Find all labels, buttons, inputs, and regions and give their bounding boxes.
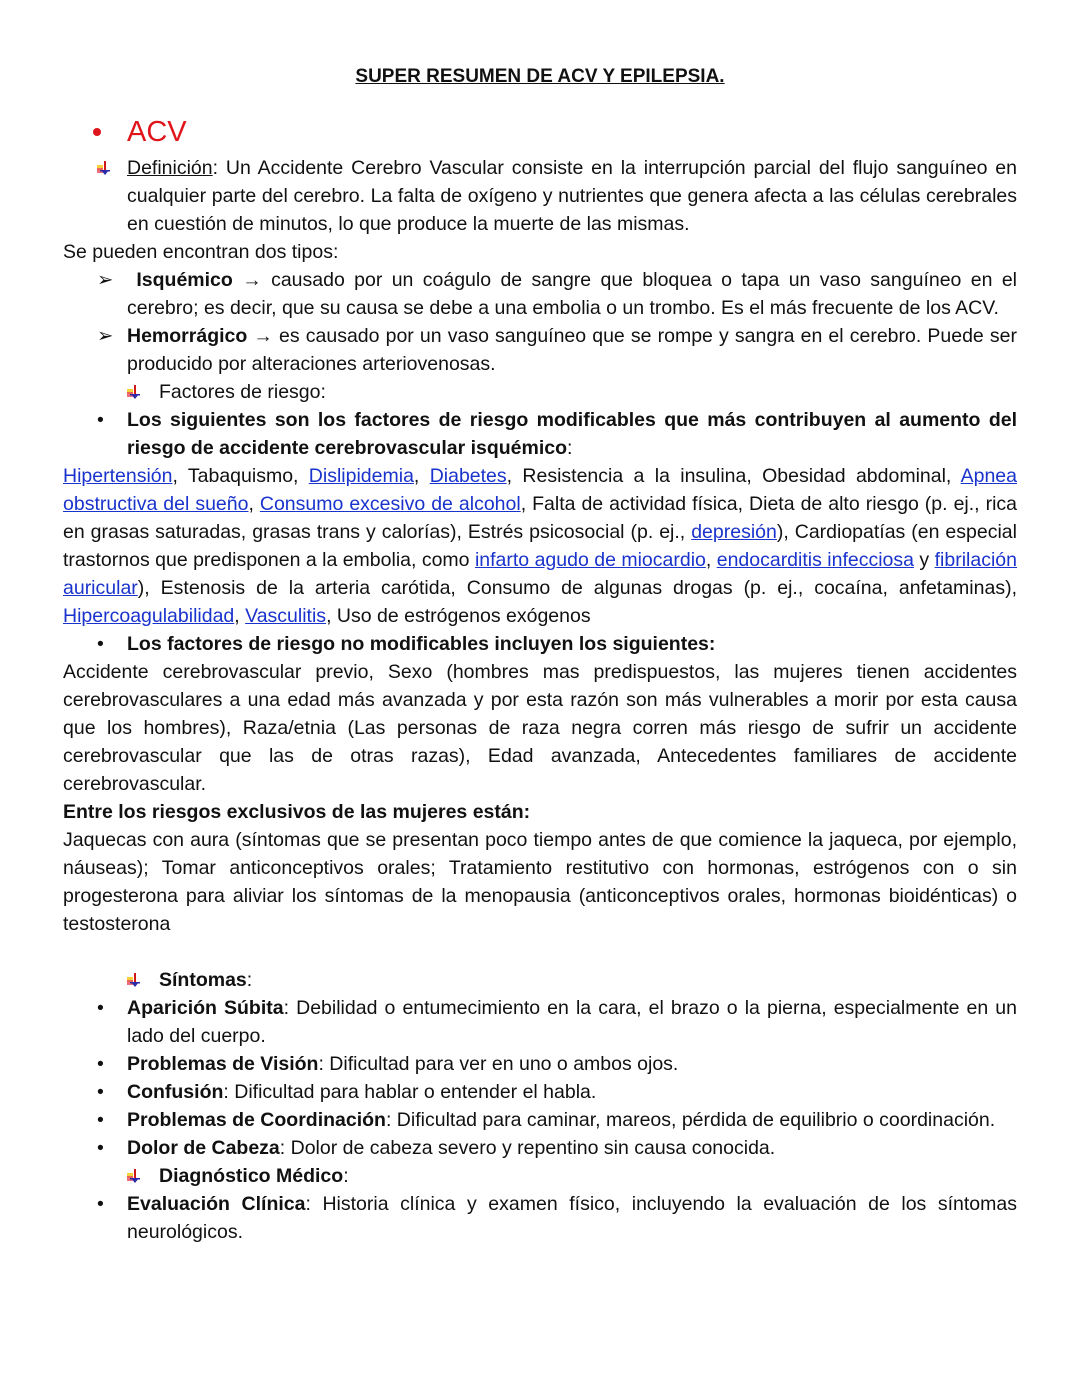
arrowhead-bullet-icon: ➢ xyxy=(97,269,114,291)
risk-factor-link[interactable]: Hipertensión xyxy=(63,465,173,487)
risk-factor-text: , xyxy=(705,549,717,571)
arrow-bullet-icon xyxy=(97,161,113,175)
symptom-item: • Dolor de Cabeza: Dolor de cabeza severo y repentino sin causa conocida. xyxy=(63,1134,1017,1162)
risk-factor-link[interactable]: fibrilación auricular xyxy=(63,549,1017,599)
bullet-icon: • xyxy=(97,1053,104,1075)
non-modifiable-heading: • Los factores de riesgo no modificables incluyen los siguientes: xyxy=(63,630,1017,658)
types-intro: Se pueden encontran dos tipos: xyxy=(63,241,339,263)
risk-factor-text: , xyxy=(234,605,246,627)
risk-factor-link[interactable]: Dislipidemia xyxy=(308,465,414,487)
risk-factor-text: , xyxy=(413,465,430,487)
section-heading-acv: ACV xyxy=(63,116,1017,154)
modifiable-heading: • Los siguientes son los factores de riesgo modificables que más contribuyen al aumento del riesgo de accidente cerebrovascular isquémico: xyxy=(63,406,1017,462)
risk-factor-link[interactable]: depresión xyxy=(691,521,777,543)
bullet-icon: • xyxy=(97,1137,104,1159)
non-modifiable-text: Accidente cerebrovascular previo, Sexo (hombres mas predispuestos, las mujeres tienen accidentes cerebrovasculares a una edad más avanzada y por esta razón son más vulnerables a morir por esta causa que los hombres), Raza/etnia (Las personas de raza negra corren más riesgo de sufrir un accidente cerebrovascular que las de otras razas), Edad avanzada, Antecedentes familiares de accidente cerebrovascular. xyxy=(63,661,1017,795)
arrow-bullet-icon xyxy=(127,385,143,399)
document-page xyxy=(63,60,1017,1246)
risk-factor-text: , Tabaquismo, xyxy=(172,465,309,487)
diagnosis-item: • Evaluación Clínica: Historia clínica y examen físico, incluyendo la evaluación de los síntomas neurológicos. xyxy=(63,1190,1017,1246)
bullet-icon: • xyxy=(97,1109,104,1131)
risk-factor-text: , Falta de actividad física, Dieta de alto riesgo (p. ej., rica en grasas saturadas, grasas trans y calorías), Estrés psicosocial (p. ej., xyxy=(63,493,1017,543)
bullet-icon: • xyxy=(97,997,104,1019)
risk-factor-text: , xyxy=(248,493,260,515)
arrow-bullet-icon xyxy=(127,1169,143,1183)
risk-factor-link[interactable]: infarto agudo de miocardio xyxy=(474,549,706,571)
type-item-hemorragico: ➢ Hemorrágico → es causado por un vaso sanguíneo que se rompe y sangra en el cerebro. Puede ser producido por alteraciones arteriovenosas. xyxy=(63,322,1017,378)
symptom-item: • Aparición Súbita: Debilidad o entumecimiento en la cara, el brazo o la pierna, especialmente en un lado del cuerpo. xyxy=(63,994,1017,1050)
modifiable-factors-list xyxy=(63,462,1017,630)
symptom-item: • Problemas de Coordinación: Dificultad para caminar, mareos, pérdida de equilibrio o coordinación. xyxy=(63,1106,1017,1134)
risk-factor-link[interactable]: Hipercoagulabilidad xyxy=(63,605,235,627)
risk-factor-link[interactable]: Consumo excesivo de alcohol xyxy=(259,493,521,515)
symptom-item: • Confusión: Dificultad para hablar o entender el habla. xyxy=(63,1078,1017,1106)
arrow-bullet-icon xyxy=(127,973,143,987)
risk-factor-link[interactable]: Diabetes xyxy=(429,465,507,487)
risk-factor-text: y xyxy=(914,549,935,571)
bullet-icon: • xyxy=(97,1081,104,1103)
right-arrow-icon: → xyxy=(242,269,262,291)
bullet-icon xyxy=(93,128,101,136)
risk-factor-text: , Resistencia a la insulina, Obesidad abdominal, xyxy=(506,465,961,487)
arrowhead-bullet-icon: ➢ xyxy=(97,325,114,347)
symptoms-heading: Síntomas: xyxy=(63,966,1017,994)
bullet-icon: • xyxy=(97,409,104,431)
risk-factor-link[interactable]: endocarditis infecciosa xyxy=(716,549,914,571)
bullet-icon: • xyxy=(97,1193,104,1215)
type-item-isquemico: ➢ Isquémico → causado por un coágulo de sangre que bloquea o tapa un vaso sanguíneo en el cerebro; es decir, que su causa se debe a una embolia o un trombo. Es el más frecuente de los ACV. xyxy=(63,266,1017,322)
definition-label: Definición xyxy=(127,157,213,179)
women-text: Jaquecas con aura (síntomas que se presentan poco tiempo antes de que comience la jaqueca, por ejemplo, náuseas); Tomar anticonceptivos orales; Tratamiento restitutivo con hormonas, estrógenos con o sin progesterona para aliviar los síntomas de la menopausia (anticonceptivos orales, hormonas bioidénticas) o testosterona xyxy=(63,829,1017,935)
risk-factor-text: ), Estenosis de la arteria carótida, Consumo de algunas drogas (p. ej., cocaína, anfetaminas), xyxy=(137,577,1017,599)
diagnosis-heading: Diagnóstico Médico: xyxy=(63,1162,1017,1190)
risk-factor-text: , Uso de estrógenos exógenos xyxy=(326,605,591,627)
risk-factor-link[interactable]: Vasculitis xyxy=(245,605,327,627)
page-title: SUPER RESUMEN DE ACV Y EPILEPSIA. xyxy=(355,66,725,87)
bullet-icon: • xyxy=(97,633,104,655)
women-heading: Entre los riesgos exclusivos de las mujeres están: xyxy=(63,801,531,823)
right-arrow-icon: → xyxy=(253,325,273,347)
risk-factor-link[interactable]: Apnea obstructiva del sueño xyxy=(63,465,1017,515)
risk-factor-text: ), Cardiopatías (en especial trastornos que predisponen a la embolia, como xyxy=(63,521,1017,571)
symptom-item: • Problemas de Visión: Dificultad para ver en uno o ambos ojos. xyxy=(63,1050,1017,1078)
risk-factors-heading: Factores de riesgo: xyxy=(63,378,1017,406)
definition-paragraph: Definición: Un Accidente Cerebro Vascular consiste en la interrupción parcial del flujo sanguíneo en cualquier parte del cerebro. La falta de oxígeno y nutrientes que genera afecta a las células cerebrales en cuestión de minutos, lo que produce la muerte de las mismas. xyxy=(63,154,1017,238)
